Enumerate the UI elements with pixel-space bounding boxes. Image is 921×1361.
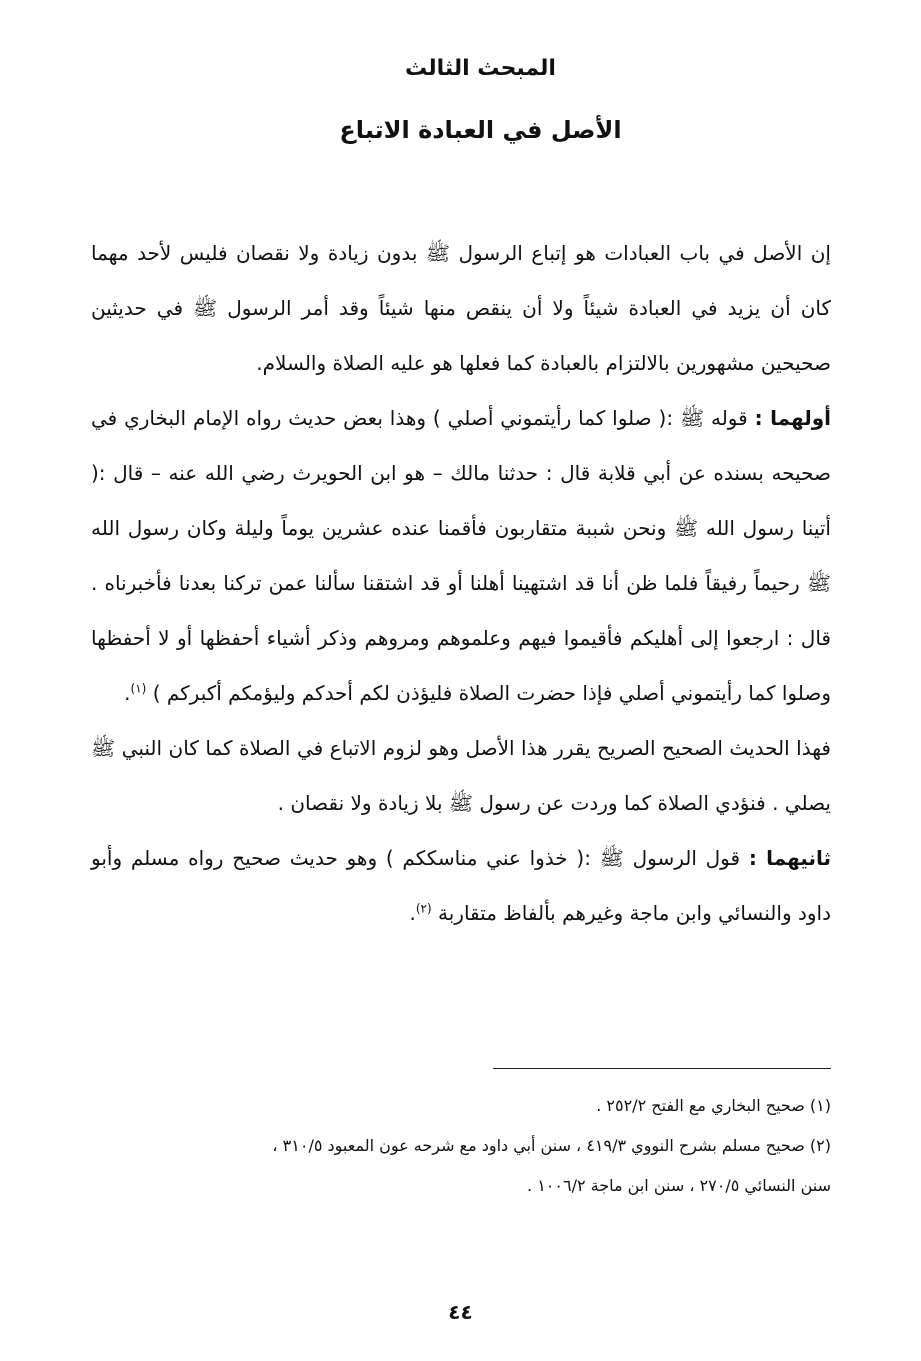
footnote-2-line-2: سنن النسائي ٢٧٠/٥ ، سنن ابن ماجة ١٠٠٦/٢ . — [527, 1176, 831, 1195]
second-hadith-text: قول الرسول ﷺ :( خذوا عني مناسككم ) وهو حديث صحيح رواه مسلم وأبو داود والنسائي وابن ماجة وغيرهم بألفاظ متقاربة — [91, 846, 831, 925]
second-hadith-lead: ثانيهما : — [748, 846, 831, 870]
footnote-2-line-1: (٢) صحيح مسلم بشرح النووي ٤١٩/٣ ، سنن أبي داود مع شرحه عون المعبود ٣١٠/٥ ، — [272, 1136, 831, 1155]
paragraph-conclusion: فهذا الحديث الصحيح الصريح يقرر هذا الأصل وهو لزوم الاتباع في الصلاة كما كان النبي ﷺ يصلي . فنؤدي الصلاة كما وردت عن رسول ﷺ بلا زيادة ولا نقصان . — [91, 736, 831, 815]
first-hadith-text: قوله ﷺ :( صلوا كما رأيتموني أصلي ) وهذا بعض حديث رواه الإمام البخاري في صحيحه بسنده عن أبي قلابة قال : حدثنا مالك – هو ابن الحويرث رضي الله عنه – قال :( أتينا رسول الله ﷺ ونحن شببة متقاربون فأقمنا عنده عشرين يوماً وليلة وكان رسول الله ﷺ رحيماً رفيقاً فلما ظن أنا قد اشتهينا أهلنا أو قد اشتقنا سألنا عمن تركنا بعدنا فأخبرناه . قال : ارجعوا إلى أهليكم فأقيموا فيهم وعلموهم ومروهم وذكر أشياء أحفظها أو لا أحفظها وصلوا كما رأيتموني أصلي فإذا حضرت الصلاة فليؤذن لكم أحدكم وليؤمكم أكبركم ) — [91, 406, 831, 705]
paragraph-first-hadith — [91, 391, 831, 721]
footnote-1: (١) صحيح البخاري مع الفتح ٢٥٢/٢ . — [596, 1096, 831, 1115]
footnote-separator — [493, 1068, 831, 1069]
footnote-ref-2[interactable]: (٢) — [415, 901, 432, 916]
footnote-ref-1[interactable]: (١) — [130, 681, 147, 696]
section-title: الأصل في العبادة الاتباع — [339, 116, 622, 144]
first-hadith-end: . — [124, 681, 131, 705]
first-hadith-lead: أولهما : — [754, 406, 831, 430]
main-text — [91, 226, 831, 941]
paragraph-intro: إن الأصل في باب العبادات هو إتباع الرسول ﷺ بدون زيادة ولا نقصان فليس لأحد مهما كان أن يزيد في العبادة شيئاً ولا أن ينقص منها شيئاً وقد أمر الرسول ﷺ في حديثين صحيحين مشهورين بالالتزام بالعبادة كما فعلها هو عليه الصلاة والسلام. — [91, 241, 831, 375]
footnotes — [91, 1086, 831, 1206]
chapter-heading: المبحث الثالث — [405, 56, 556, 81]
page-number: ٤٤ — [448, 1300, 473, 1324]
second-hadith-end: . — [409, 901, 416, 925]
paragraph-second-hadith — [91, 831, 831, 941]
